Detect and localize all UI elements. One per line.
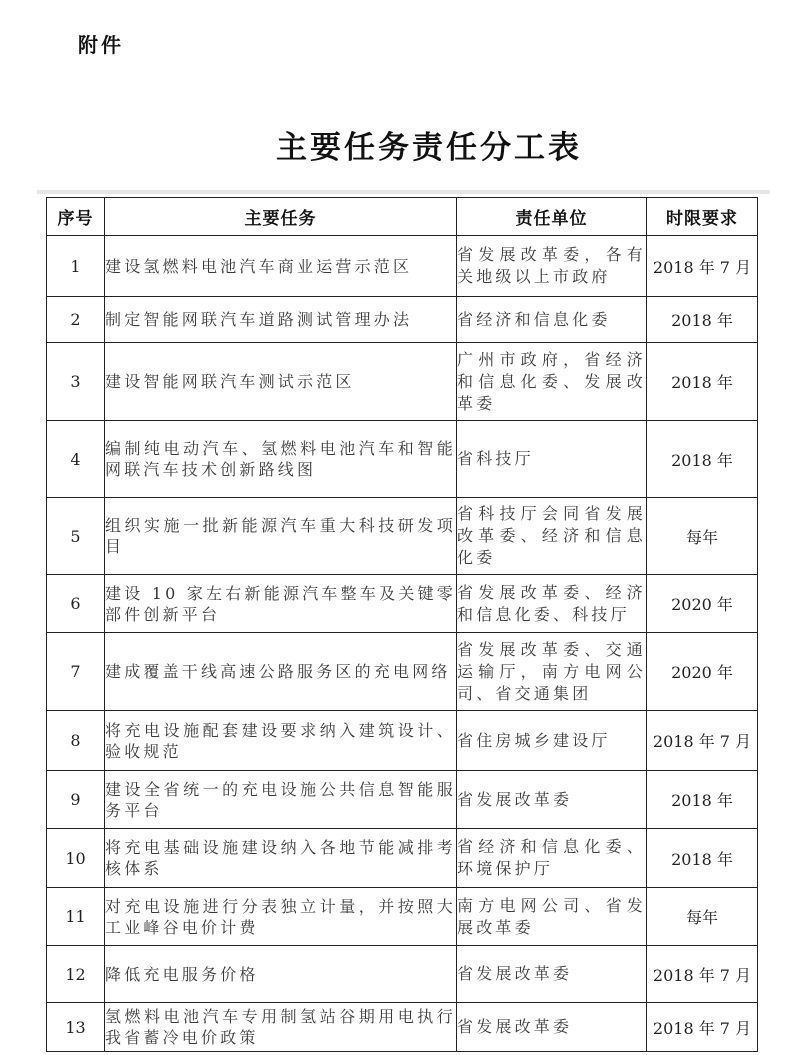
row-number-cell: 6 [47,575,105,633]
task-cell: 组织实施一批新能源汽车重大科技研发项目 [105,498,457,575]
table-row [47,888,758,946]
row-number-cell: 8 [47,711,105,771]
attachment-label: 附件 [78,33,124,57]
table-row [47,421,758,498]
task-cell: 建设全省统一的充电设施公共信息智能服务平台 [105,771,457,829]
responsible-unit-cell: 省发展改革委、经济和信息化委、科技厅 [457,575,647,633]
table-row [47,498,758,575]
task-cell: 对充电设施进行分表独立计量，并按照大工业峰谷电价计费 [105,888,457,946]
deadline-cell: 2020 年 [647,575,758,633]
table-row [47,343,758,421]
row-number-cell: 12 [47,946,105,1003]
deadline-cell: 2018 年 7 月 [647,711,758,771]
responsible-unit-cell: 省经济和信息化委、环境保护厅 [457,829,647,888]
task-cell: 氢燃料电池汽车专用制氢站谷期用电执行我省蓄冷电价政策 [105,1003,457,1052]
deadline-cell: 2018 年 7 月 [647,1003,758,1052]
table-row [47,771,758,829]
row-number-cell: 9 [47,771,105,829]
row-number-cell: 4 [47,421,105,498]
task-cell: 建设氢燃料电池汽车商业运营示范区 [105,236,457,297]
deadline-cell: 每年 [647,888,758,946]
table-row [47,829,758,888]
task-cell: 建设 10 家左右新能源汽车整车及关键零部件创新平台 [105,575,457,633]
header-cell-number: 序号 [47,198,105,236]
task-cell: 编制纯电动汽车、氢燃料电池汽车和智能网联汽车技术创新路线图 [105,421,457,498]
responsible-unit-cell: 省发展改革委、交通运输厅，南方电网公司、省交通集团 [457,633,647,711]
deadline-cell: 每年 [647,498,758,575]
responsible-unit-cell: 省经济和信息化委 [457,297,647,343]
responsible-unit-cell: 省科技厅 [457,421,647,498]
row-number-cell: 5 [47,498,105,575]
deadline-cell: 2020 年 [647,633,758,711]
table-row [47,236,758,297]
task-cell: 建设智能网联汽车测试示范区 [105,343,457,421]
row-number-cell: 7 [47,633,105,711]
deadline-cell: 2018 年 [647,297,758,343]
task-cell: 建成覆盖干线高速公路服务区的充电网络 [105,633,457,711]
header-cell-deadline: 时限要求 [647,198,758,236]
table-row [47,946,758,1003]
responsible-unit-cell: 省发展改革委 [457,1003,647,1052]
row-number-cell: 1 [47,236,105,297]
row-number-cell: 11 [47,888,105,946]
responsible-unit-cell: 广州市政府，省经济和信息化委、发展改革委 [457,343,647,421]
deadline-cell: 2018 年 7 月 [647,236,758,297]
task-cell: 将充电基础设施建设纳入各地节能减排考核体系 [105,829,457,888]
responsible-unit-cell: 南方电网公司、省发展改革委 [457,888,647,946]
deadline-cell: 2018 年 7 月 [647,946,758,1003]
table-row [47,297,758,343]
table-row [47,711,758,771]
header-cell-task: 主要任务 [105,198,457,236]
responsible-unit-cell: 省发展改革委 [457,946,647,1003]
task-responsibility-table [46,197,758,1052]
task-cell: 制定智能网联汽车道路测试管理办法 [105,297,457,343]
deadline-cell: 2018 年 [647,771,758,829]
deadline-cell: 2018 年 [647,421,758,498]
header-divider-band [37,190,770,194]
row-number-cell: 10 [47,829,105,888]
table-row [47,633,758,711]
row-number-cell: 3 [47,343,105,421]
deadline-cell: 2018 年 [647,343,758,421]
responsible-unit-cell: 省科技厅会同省发展改革委、经济和信息化委 [457,498,647,575]
page-title: 主要任务责任分工表 [276,130,582,166]
table-row [47,1003,758,1052]
responsible-unit-cell: 省发展改革委，各有关地级以上市政府 [457,236,647,297]
task-cell: 降低充电服务价格 [105,946,457,1003]
header-cell-unit: 责任单位 [457,198,647,236]
row-number-cell: 13 [47,1003,105,1052]
row-number-cell: 2 [47,297,105,343]
responsible-unit-cell: 省住房城乡建设厅 [457,711,647,771]
task-cell: 将充电设施配套建设要求纳入建筑设计、验收规范 [105,711,457,771]
deadline-cell: 2018 年 [647,829,758,888]
table-row [47,575,758,633]
table-header-row [47,198,758,236]
responsible-unit-cell: 省发展改革委 [457,771,647,829]
